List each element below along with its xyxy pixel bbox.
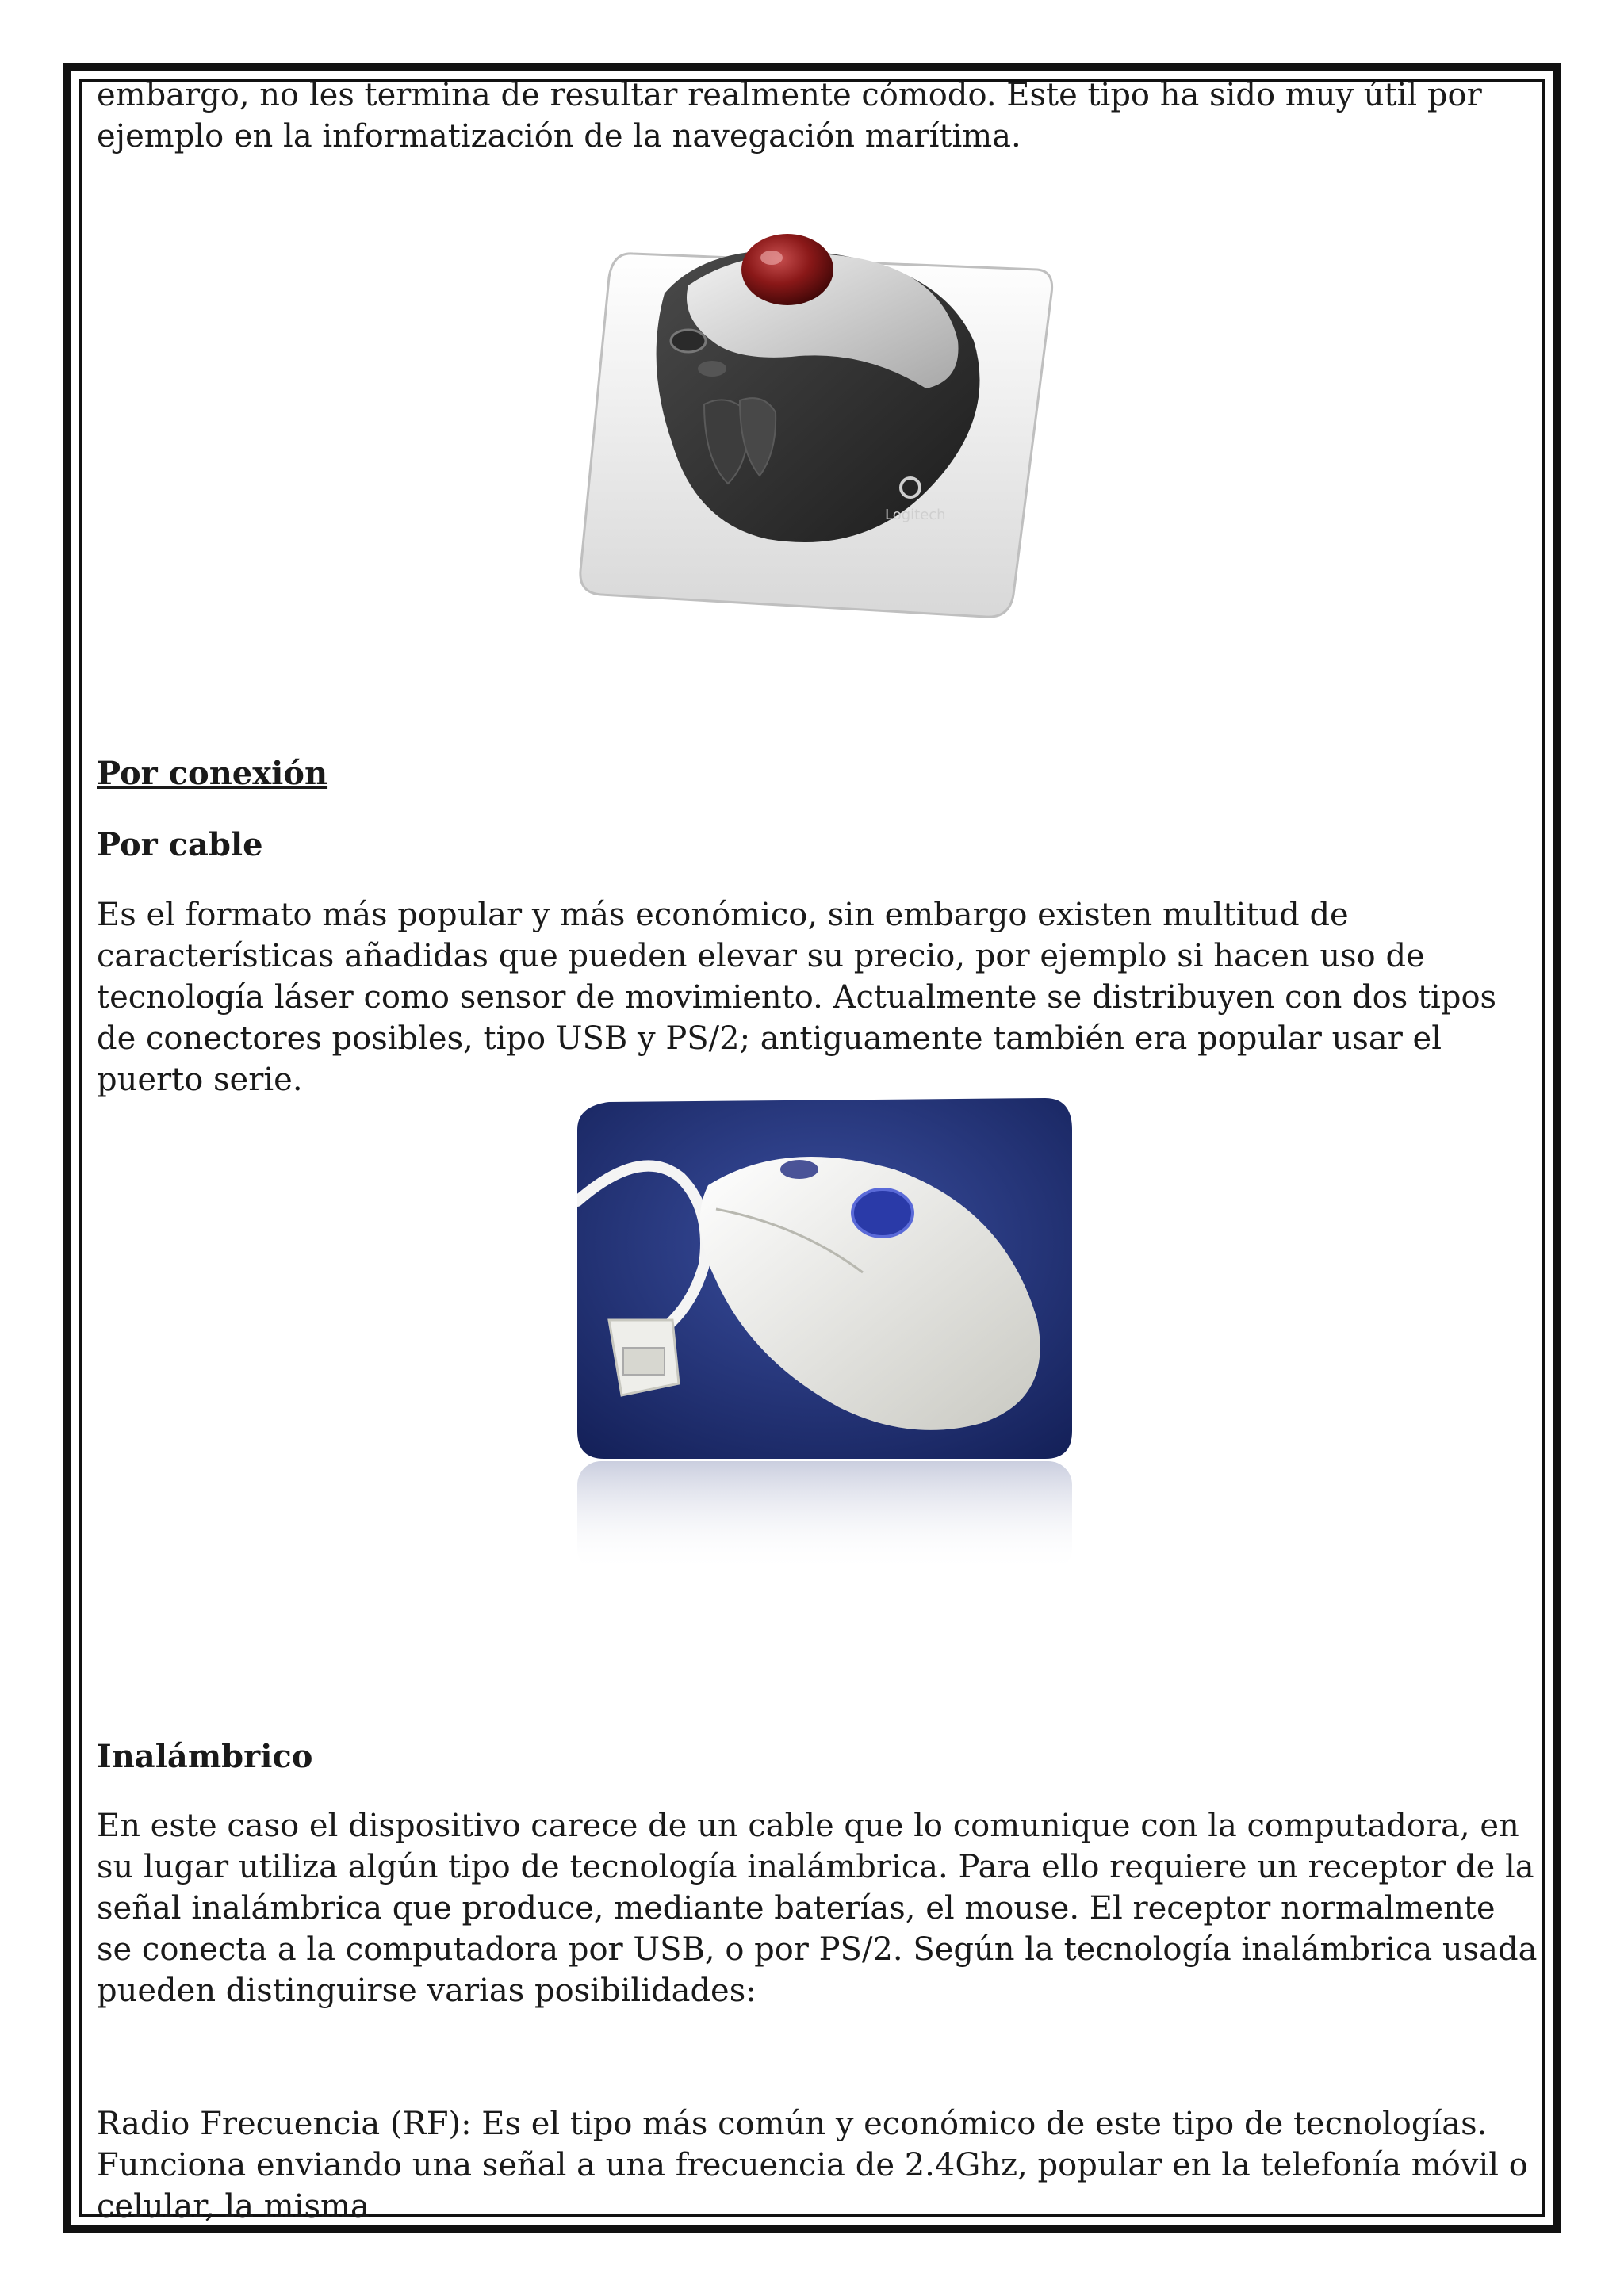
trackball-mouse-image xyxy=(569,222,1061,634)
heading-inalambrico: Inalámbrico xyxy=(97,1738,313,1775)
wireless-paragraph: En este caso el dispositivo carece de un cable que lo comunique con la computadora, en su lugar utiliza algún tipo de tecnología inalámbrica. Para ello requiere un receptor de la señal inalámbrica que produce, mediante baterías, el mouse. El receptor normalmente se conecta a la computadora por USB, o por PS/2. Según la tecnología inalámbrica usada pueden distinguirse varias posibilidades: xyxy=(97,1808,1538,2009)
section-heading-connection: Por conexión xyxy=(97,755,328,792)
cable-paragraph: Es el formato más popular y más económico, sin embargo existen multitud de características añadidas que pueden elevar su precio, por ejemplo si hacen uso de tecnología láser como sensor de movimiento. Actualmente se distribuyen con dos tipos de conectores posibles, tipo USB y PS/2; antiguamente también era popular usar el puerto serie. xyxy=(97,897,1497,1098)
intro-paragraph: embargo, no les termina de resultar realmente cómodo. Este tipo ha sido muy útil por ejemplo en la informatización de la navegación marítima. xyxy=(97,77,1482,155)
rf-paragraph: Radio Frecuencia (RF): Es el tipo más común y económico de este tipo de tecnologías. Funciona enviando una señal a una frecuencia de 2.4Ghz, popular en la telefonía móvil o celular, la misma xyxy=(97,2106,1528,2225)
logitech-logo: Logitech xyxy=(885,507,946,523)
heading-por-cable: Por cable xyxy=(97,826,263,863)
corded-mouse-image xyxy=(577,1082,1072,1578)
